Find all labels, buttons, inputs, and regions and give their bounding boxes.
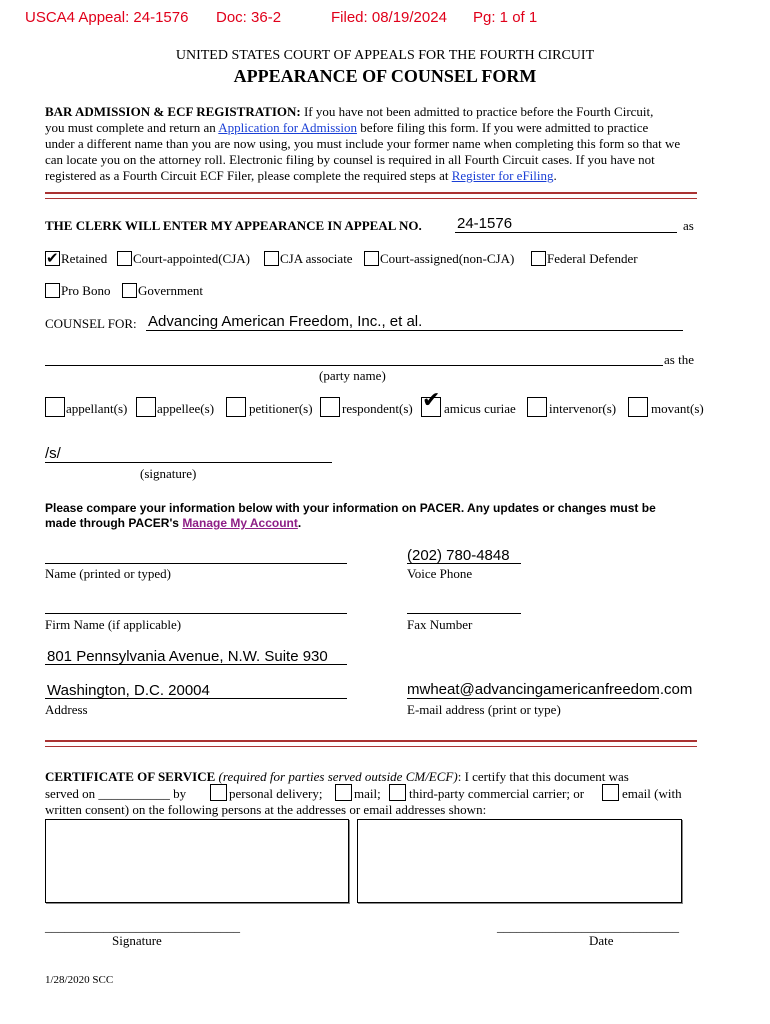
pro-bono-checkbox[interactable]: [45, 283, 60, 298]
counsel-for-label: COUNSEL FOR:: [45, 316, 137, 331]
firm-name-field[interactable]: [45, 613, 347, 614]
party-name-line[interactable]: [45, 365, 663, 366]
cja-associate-checkbox[interactable]: [264, 251, 279, 266]
appellant-checkbox[interactable]: [45, 397, 65, 417]
movant-checkbox[interactable]: [628, 397, 648, 417]
mail-checkbox[interactable]: [335, 784, 352, 801]
court-name: UNITED STATES COURT OF APPEALS FOR THE FOURTH CIRCUIT: [175, 48, 595, 63]
court-assigned-checkbox[interactable]: [364, 251, 379, 266]
federal-defender-checkbox[interactable]: [531, 251, 546, 266]
voice-phone-field[interactable]: (202) 780-4848: [407, 547, 510, 564]
fax-number-field[interactable]: [407, 613, 521, 614]
appeal-number-field[interactable]: 24-1576: [457, 215, 513, 232]
appearance-label: THE CLERK WILL ENTER MY APPEARANCE IN APPEAL NO.: [45, 218, 422, 233]
address-line1-field[interactable]: 801 Pennsylvania Avenue, N.W. Suite 930: [47, 648, 328, 665]
third-party-carrier-checkbox[interactable]: [389, 784, 406, 801]
checkmark-icon: ✔: [46, 249, 59, 267]
bar-heading: BAR ADMISSION & ECF REGISTRATION:: [45, 104, 301, 119]
email-field[interactable]: mwheat@advancingamericanfreedom.com: [407, 681, 693, 698]
footer-revision: 1/28/2020 SCC: [45, 974, 114, 986]
divider: [45, 740, 697, 747]
form-title: APPEARANCE OF COUNSEL FORM: [233, 66, 537, 86]
personal-delivery-checkbox[interactable]: [210, 784, 227, 801]
application-for-admission-link[interactable]: Application for Admission: [218, 120, 357, 135]
service-addresses-box-right[interactable]: [357, 819, 682, 903]
certificate-heading: CERTIFICATE OF SERVICE: [45, 769, 216, 784]
signature-field[interactable]: /s/: [45, 445, 61, 462]
name-field[interactable]: [45, 563, 347, 564]
respondent-checkbox[interactable]: [320, 397, 340, 417]
appellee-checkbox[interactable]: [136, 397, 156, 417]
manage-my-account-link[interactable]: Manage My Account: [182, 516, 298, 530]
certificate-date-line[interactable]: ____________________________: [497, 919, 679, 934]
email-service-checkbox[interactable]: [602, 784, 619, 801]
government-checkbox[interactable]: [122, 283, 137, 298]
amicus-curiae-checkbox[interactable]: [421, 388, 441, 417]
header-page: Pg: 1 of 1: [473, 9, 538, 26]
certificate-signature-line[interactable]: ______________________________: [45, 919, 240, 934]
counsel-for-field[interactable]: Advancing American Freedom, Inc., et al.: [148, 313, 423, 330]
divider: [45, 192, 697, 199]
intervenor-checkbox[interactable]: [527, 397, 547, 417]
address-line2-field[interactable]: Washington, D.C. 20004: [47, 682, 210, 699]
header-filed: Filed: 08/19/2024: [331, 9, 447, 26]
pacer-notice: Please compare your information below with your information on PACER. Any updates or changes must be made through PACER's Manage My Account.: [45, 501, 656, 530]
register-efiling-link[interactable]: Register for eFiling: [451, 168, 554, 183]
header-appeal: USCA4 Appeal: 24-1576: [25, 9, 189, 26]
certificate-line1: CERTIFICATE OF SERVICE (required for parties served outside CM/ECF): I certify that this document was: [45, 769, 629, 784]
checkmark-icon: ✔: [422, 388, 441, 413]
party-name-caption: (party name): [319, 368, 386, 383]
court-appointed-checkbox[interactable]: [117, 251, 132, 266]
retained-checkbox[interactable]: [45, 251, 60, 266]
header-doc: Doc: 36-2: [216, 9, 282, 26]
service-addresses-box-left[interactable]: [45, 819, 349, 903]
bar-admission-paragraph: BAR ADMISSION & ECF REGISTRATION: If you have not been admitted to practice before the Fourth Circuit, you must complete and return an Application for Admission before filing this form. If you were admitted to practice under a different name than you are now using, you must include your former name when completing this form so that we can locate you on the attorney roll. Electronic filing by counsel is required in all Fourth Circuit cases. If you have not registered as a Fourth Circuit ECF Filer, please complete the required steps at Register for eFiling.: [45, 104, 681, 183]
petitioner-checkbox[interactable]: [226, 397, 246, 417]
